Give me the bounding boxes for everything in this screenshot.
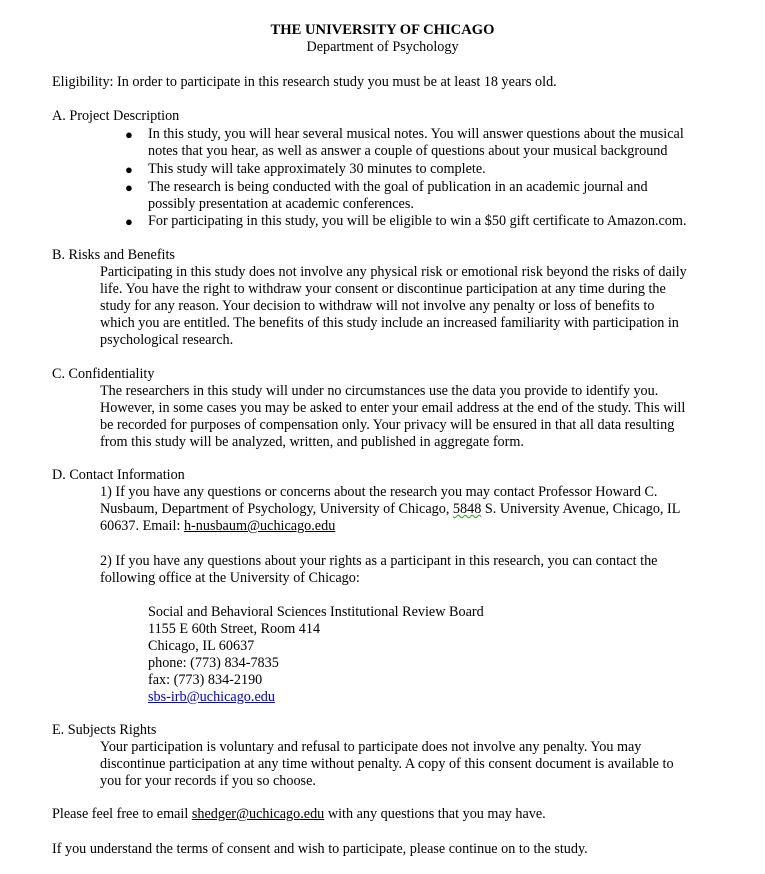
section-b-heading: B. Risks and Benefits — [52, 247, 175, 263]
section-a-bullet-3-line-2: possibly presentation at academic conferences. — [148, 196, 414, 212]
section-a-bullet-3-line-1: The research is being conducted with the goal of publication in an academic journal and — [148, 179, 648, 195]
bullet-icon: ● — [125, 162, 133, 177]
contact-p2-line-1: 2) If you have any questions about your rights as a participant in this research, you can contact the — [100, 553, 658, 569]
questions-text: Please feel free to email — [52, 806, 192, 822]
department-title: Department of Psychology — [306, 39, 459, 55]
section-c-line: from this study will be analyzed, written, and published in aggregate form. — [100, 434, 524, 450]
irb-org-name: Social and Behavioral Sciences Institutional Review Board — [148, 604, 484, 620]
questions-text-rest: with any questions that you may have. — [324, 806, 546, 822]
bullet-icon: ● — [125, 127, 133, 142]
shedger-email-link[interactable]: shedger@uchicago.edu — [191, 806, 325, 822]
questions-line — [52, 806, 546, 823]
section-b-line: life. You have the right to withdraw your consent or discontinue participation at any time during the — [100, 281, 666, 297]
section-a-heading: A. Project Description — [52, 108, 180, 124]
section-e-line: you for your records if you so choose. — [100, 773, 316, 789]
section-a-bullet-1-line-2: notes that you hear, as well as answer a couple of questions about your musical background — [148, 143, 668, 159]
contact-p2-line-2: following office at the University of Chicago: — [100, 570, 360, 586]
section-b-line: study for any reason. Your decision to withdraw will not involve any penalty or loss of benefits to — [100, 298, 655, 314]
contact-p1-line-2-text: Nusbaum, Department of Psychology, University of Chicago, — [100, 501, 453, 517]
section-e-heading: E. Subjects Rights — [52, 722, 157, 738]
nusbaum-email-link[interactable]: h-nusbaum@uchicago.edu — [183, 518, 336, 534]
section-a-bullet-4: For participating in this study, you will be eligible to win a $50 gift certificate to Amazon.com. — [148, 213, 687, 229]
section-c-line: However, in some cases you may be asked to enter your email address at the end of the study. This will — [100, 400, 686, 416]
irb-fax: fax: (773) 834-2190 — [148, 672, 263, 688]
section-b-line: Participating in this study does not involve any physical risk or emotional risk beyond the risks of daily — [100, 264, 687, 280]
bullet-icon: ● — [125, 180, 133, 195]
eligibility-text: Eligibility: In order to participate in this research study you must be at least 18 years old. — [52, 74, 557, 90]
section-b-line: which you are entitled. The benefits of this study include an increased familiarity with participation in — [100, 315, 679, 331]
section-a-bullet-1-line-1: In this study, you will hear several musical notes. You will answer questions about the musical — [148, 126, 684, 142]
irb-phone: phone: (773) 834-7835 — [148, 655, 279, 671]
section-c-line: The researchers in this study will under no circumstances use the data you provide to identify you. — [100, 383, 659, 399]
section-d-heading: D. Contact Information — [52, 467, 185, 483]
section-e-line: Your participation is voluntary and refusal to participate does not involve any penalty. You may — [100, 739, 642, 755]
irb-email-line — [148, 689, 275, 706]
section-a-bullet-2: This study will take approximately 30 minutes to complete. — [148, 161, 486, 177]
university-title: THE UNIVERSITY OF CHICAGO — [270, 22, 495, 38]
contact-p1-line-2 — [100, 501, 680, 518]
contact-p1-line-2-rest: S. University Avenue, Chicago, IL — [481, 501, 681, 517]
street-number: 5848 — [452, 501, 482, 517]
section-c-line: be recorded for purposes of compensation only. Your privacy will be ensured in that all data resulting — [100, 417, 675, 433]
section-b-line: psychological research. — [100, 332, 234, 348]
irb-street: 1155 E 60th Street, Room 414 — [148, 621, 321, 637]
contact-p1-line-3 — [100, 518, 335, 535]
section-e-line: discontinue participation at any time without penalty. A copy of this consent document is available to — [100, 756, 674, 772]
email-label: 60637. Email: — [100, 518, 184, 534]
irb-email-link[interactable]: sbs-irb@uchicago.edu — [148, 689, 275, 705]
bullet-icon: ● — [125, 214, 133, 229]
section-c-heading: C. Confidentiality — [52, 366, 155, 382]
contact-p1-line-1: 1) If you have any questions or concerns about the research you may contact Professor Howard C. — [100, 484, 658, 500]
continue-text: If you understand the terms of consent and wish to participate, please continue on to the study. — [52, 841, 588, 857]
irb-city: Chicago, IL 60637 — [148, 638, 255, 654]
